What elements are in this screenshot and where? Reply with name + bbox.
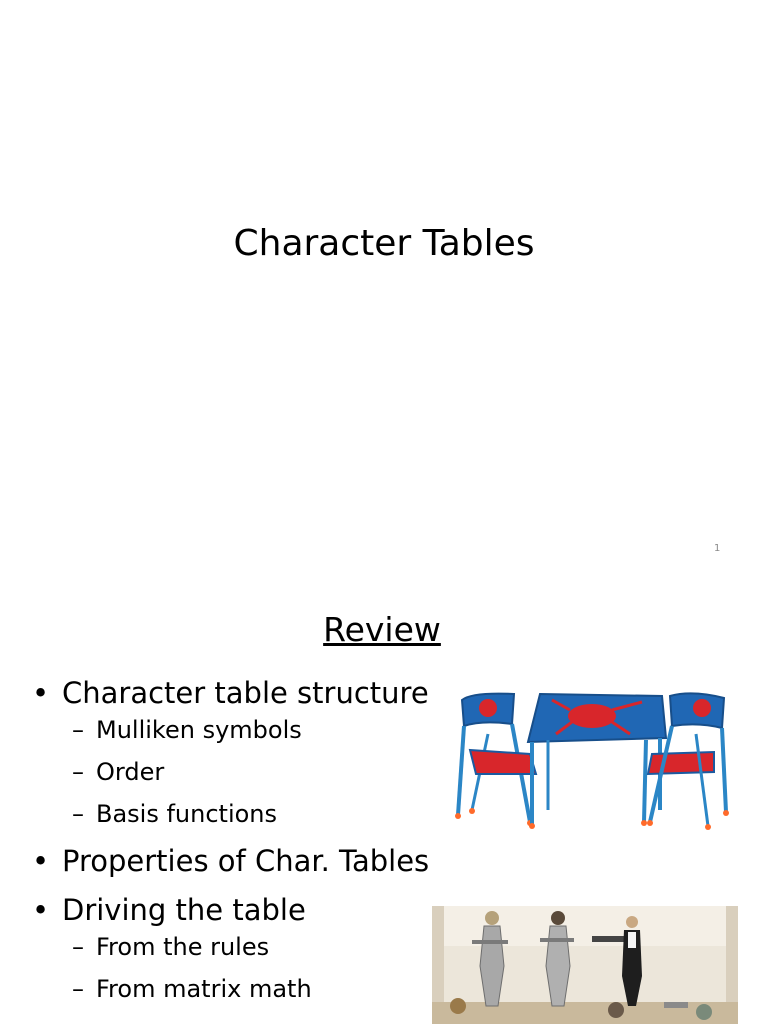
sub-bullet-item: – Basis functions [32,799,429,829]
slide-title: Character Tables [233,223,535,264]
sub-bullet-item: – From the rules [32,932,429,962]
table [528,694,666,829]
bullet-list [32,676,429,1004]
table-and-chairs-image [452,690,732,842]
sub-bullet-item: – Order [32,757,429,787]
left-chair [455,694,536,826]
statues-image [432,906,738,1024]
review-slide [0,576,768,1024]
bullet-item: • Driving the table [32,893,429,927]
bullet-item: • Properties of Char. Tables [32,844,429,878]
slide-heading: Review [323,610,441,649]
sub-bullet-item: – From matrix math [32,974,429,1004]
bullet-item: • Character table structure [32,676,429,710]
sub-bullet-item: – Mulliken symbols [32,715,429,745]
page-number: 1 [714,543,721,554]
